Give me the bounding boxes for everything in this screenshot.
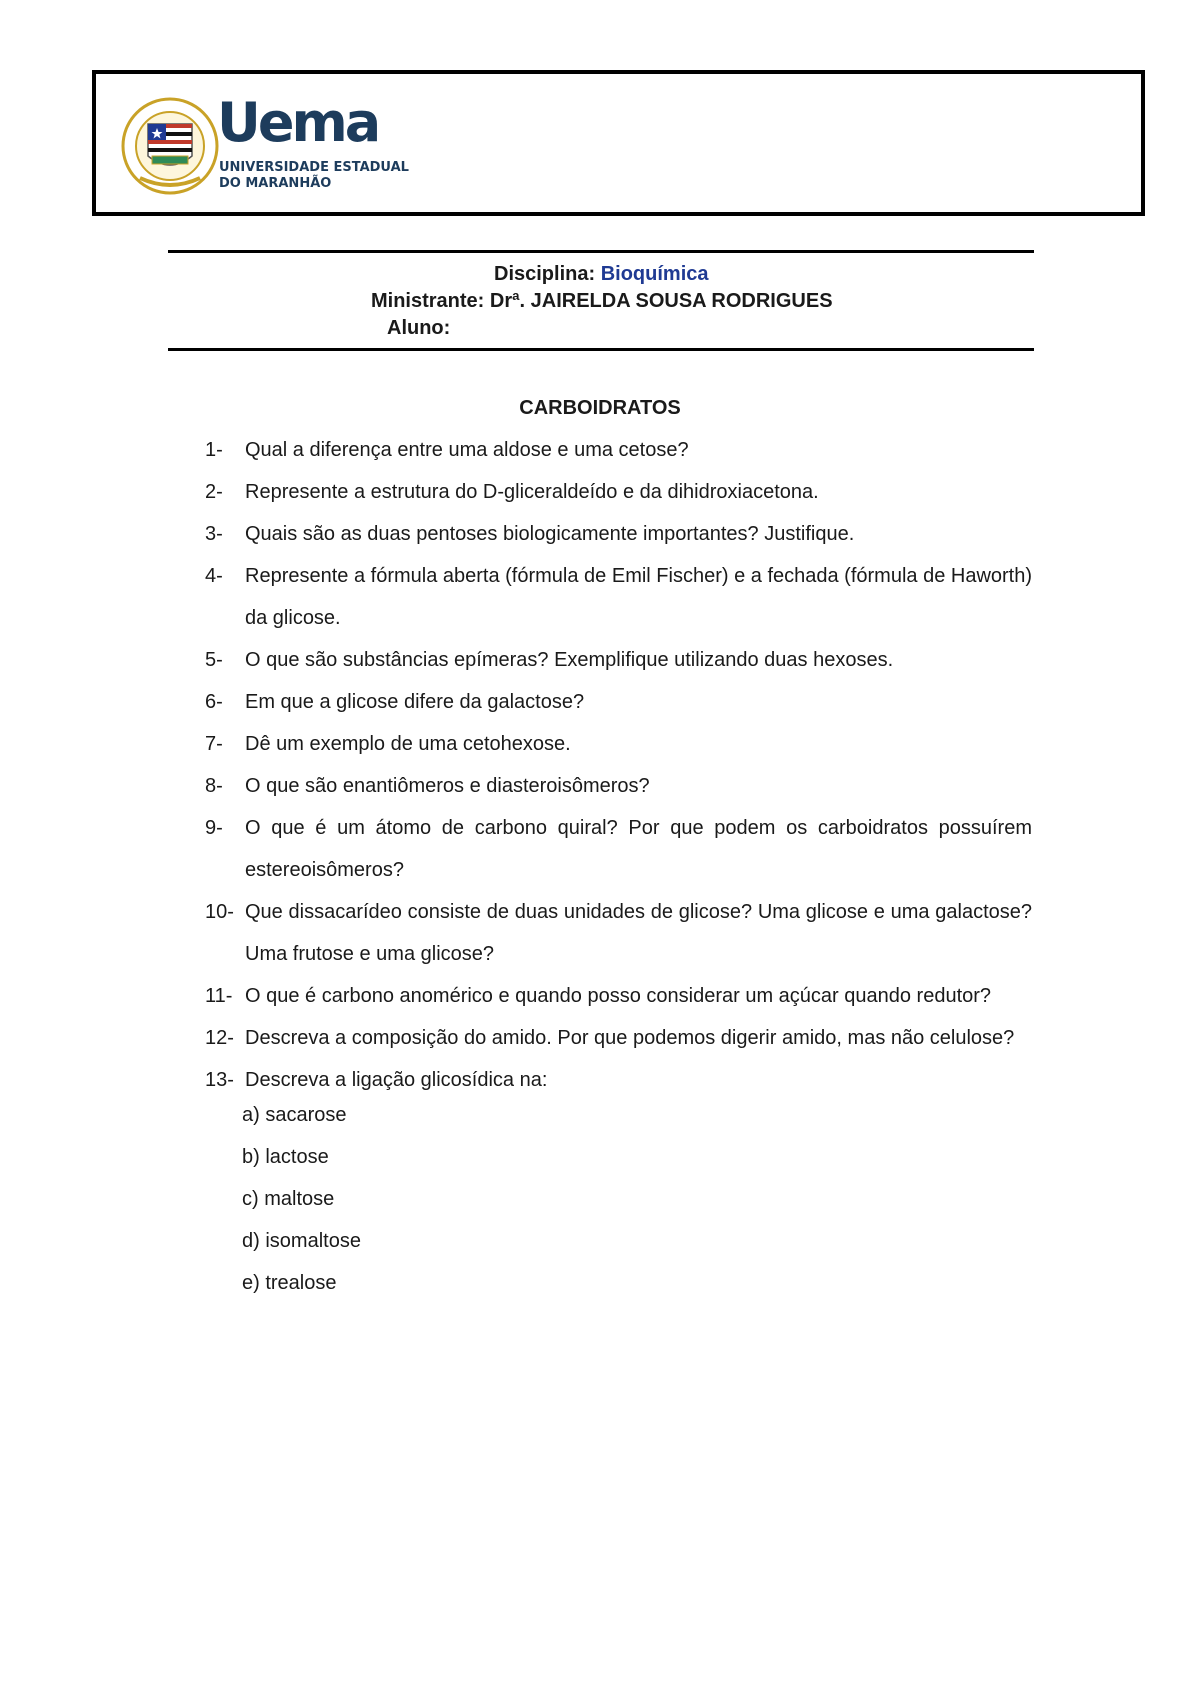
question-text: Descreva a composição do amido. Por que podemos digerir amido, mas não celulose? [245, 1027, 1015, 1049]
question-text: O que é carbono anomérico e quando posso considerar um açúcar quando redutor? [245, 985, 992, 1007]
brand-subtitle-line1: UNIVERSIDADE ESTADUAL [219, 160, 409, 175]
question-number: 9- [205, 817, 223, 839]
question-number: 4- [205, 565, 223, 587]
question-text: Descreva a ligação glicosídica na: [245, 1069, 548, 1091]
top-divider [168, 250, 1034, 253]
question-text: O que são enantiômeros e diasteroisômeros? [245, 775, 650, 797]
question-item [205, 723, 1032, 765]
question-item [205, 1017, 1032, 1059]
brand-name: Uema [217, 91, 379, 154]
question-item [205, 471, 1032, 513]
question-number: 6- [205, 691, 223, 713]
question-text: Que dissacarídeo consiste de duas unidades de glicose? Uma glicose e uma galactose? Uma frutose e uma glicose? [245, 901, 1032, 965]
question-text: Represente a fórmula aberta (fórmula de Emil Fischer) e a fechada (fórmula de Haworth) da glicose. [245, 565, 1033, 629]
question-item [205, 975, 1032, 1017]
question-text: O que é um átomo de carbono quiral? Por que podem os carboidratos possuírem estereoisômeros? [245, 817, 1032, 881]
sub-item: d) isomaltose [242, 1230, 361, 1252]
question-number: 2- [205, 481, 223, 503]
subject-line [494, 262, 709, 286]
document-title: CARBOIDRATOS [519, 397, 681, 419]
sub-item-list [242, 1094, 361, 1304]
sub-item: e) trealose [242, 1272, 337, 1294]
student-line [387, 316, 450, 340]
subject-label: Disciplina: [494, 263, 596, 285]
header-box [92, 70, 1145, 216]
university-seal-icon [120, 94, 220, 198]
question-list [205, 429, 1032, 1101]
question-number: 7- [205, 733, 223, 755]
instructor-label: Ministrante: [371, 290, 485, 312]
question-number: 3- [205, 523, 223, 545]
question-number: 13- [205, 1069, 234, 1091]
question-text: Represente a estrutura do D-gliceraldeído e da dihidroxiacetona. [245, 481, 819, 503]
question-number: 12- [205, 1027, 234, 1049]
question-item [205, 765, 1032, 807]
question-number: 8- [205, 775, 223, 797]
question-item [205, 639, 1032, 681]
question-text: O que são substâncias epímeras? Exemplifique utilizando duas hexoses. [245, 649, 894, 671]
bottom-divider [168, 348, 1034, 351]
question-number: 5- [205, 649, 223, 671]
question-number: 1- [205, 439, 223, 461]
question-text: Quais são as duas pentoses biologicamente importantes? Justifique. [245, 523, 855, 545]
question-number: 11- [205, 985, 233, 1007]
question-item [205, 555, 1032, 639]
instructor-line [371, 289, 833, 313]
question-text: Em que a glicose difere da galactose? [245, 691, 585, 713]
sub-item: b) lactose [242, 1146, 329, 1168]
brand-subtitle [219, 160, 409, 192]
subject-value: Bioquímica [600, 263, 709, 285]
instructor-value: Drª. JAIRELDA SOUSA RODRIGUES [489, 290, 833, 312]
sub-item: a) sacarose [242, 1104, 347, 1126]
question-text: Qual a diferença entre uma aldose e uma cetose? [245, 439, 689, 461]
question-item [205, 891, 1032, 975]
sub-item: c) maltose [242, 1188, 335, 1210]
question-item [205, 807, 1032, 891]
brand-subtitle-line2: DO MARANHÃO [219, 176, 332, 191]
question-number: 10- [205, 901, 234, 923]
student-label: Aluno: [387, 317, 451, 339]
question-text: Dê um exemplo de uma cetohexose. [245, 733, 571, 755]
question-item [205, 513, 1032, 555]
question-item [205, 681, 1032, 723]
question-item [205, 429, 1032, 471]
